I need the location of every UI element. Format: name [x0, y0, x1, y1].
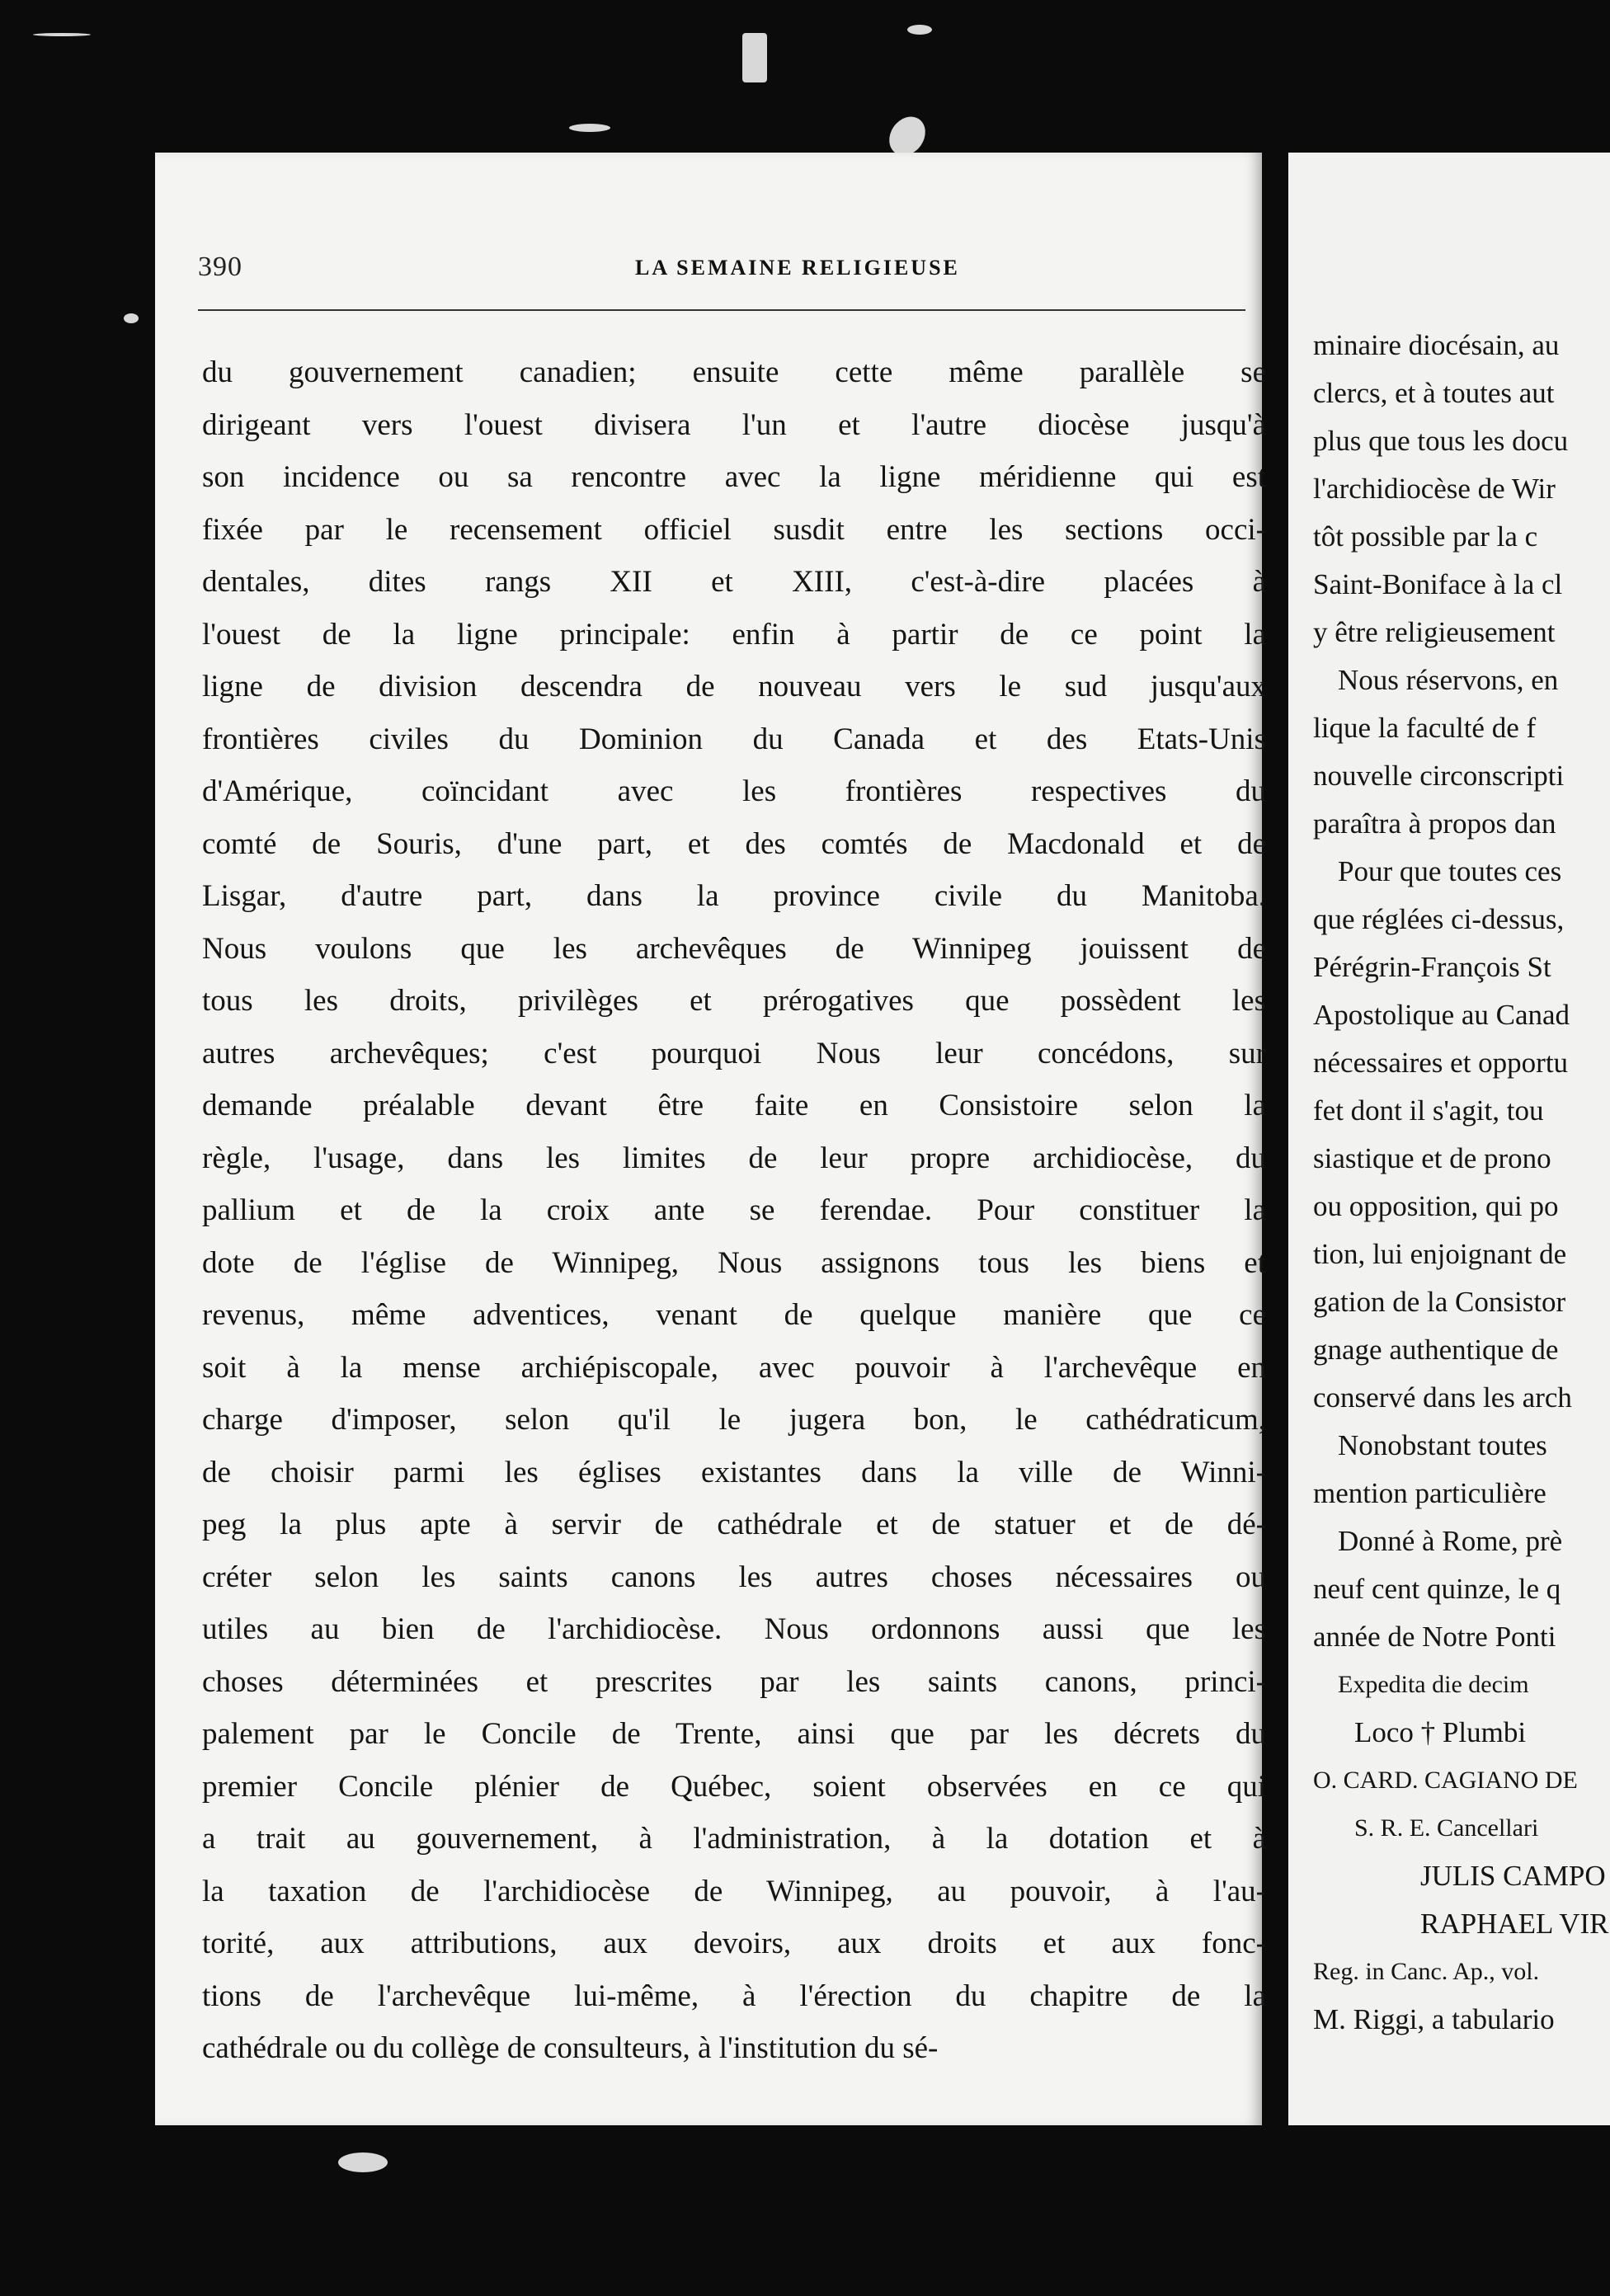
- text-line: RAPHAEL VIR: [1420, 1908, 1609, 1940]
- text-line: gation de la Consistor: [1313, 1286, 1566, 1318]
- text-line: Nous réservons, en: [1338, 664, 1559, 696]
- text-line: son incidence ou sa rencontre avec la ligne méridienne qui est: [202, 460, 1266, 494]
- text-line: Expedita die decim: [1338, 1671, 1529, 1698]
- text-line: fixée par le recensement officiel susdit entre les sections occi-: [202, 512, 1266, 547]
- text-line: neuf cent quinze, le q: [1313, 1573, 1561, 1605]
- text-line: dentales, dites rangs XII et XIII, c'est-à-dire placées à: [202, 565, 1266, 599]
- right-body-text: [1313, 322, 1610, 2044]
- text-line: lique la faculté de f: [1313, 712, 1537, 744]
- text-line: plus que tous les docu: [1313, 425, 1569, 457]
- text-line: choses déterminées et prescrites par les saints canons, princi-: [202, 1664, 1266, 1699]
- film-speck: [124, 313, 139, 323]
- text-line: y être religieusement: [1313, 616, 1556, 648]
- film-speck: [907, 25, 932, 35]
- text-line: charge d'imposer, selon qu'il le jugera bon, le cathédraticum,: [202, 1403, 1266, 1437]
- text-line: Donné à Rome, prè: [1338, 1525, 1563, 1557]
- text-line: minaire diocésain, au: [1313, 329, 1560, 361]
- text-line: revenus, même adventices, venant de quelque manière que ce: [202, 1298, 1266, 1332]
- text-line: soit à la mense archiépiscopale, avec pouvoir à l'archevêque en: [202, 1350, 1266, 1385]
- text-line: Pour que toutes ces: [1338, 855, 1562, 887]
- text-line: tous les droits, privilèges et prérogatives que possèdent les: [202, 984, 1266, 1018]
- text-line: gnage authentique de: [1313, 1334, 1559, 1366]
- text-line: pallium et de la croix ante se ferendae. Pour constituer la: [202, 1193, 1266, 1227]
- text-line: du gouvernement canadien; ensuite cette même parallèle se: [202, 355, 1266, 389]
- text-line: ligne de division descendra de nouveau vers le sud jusqu'aux: [202, 670, 1266, 703]
- text-line: Reg. in Canc. Ap., vol.: [1313, 1958, 1540, 1985]
- text-line: dote de l'église de Winnipeg, Nous assignons tous les biens et: [202, 1245, 1266, 1280]
- text-line: ou opposition, qui po: [1313, 1190, 1559, 1222]
- text-line: comté de Souris, d'une part, et des comtés de Macdonald et de: [202, 826, 1266, 861]
- text-line: premier Concile plénier de Québec, soient observées en ce qui: [202, 1769, 1266, 1804]
- text-line: fet dont il s'agit, tou: [1313, 1094, 1544, 1127]
- text-line: siastique et de prono: [1313, 1142, 1551, 1174]
- text-line: M. Riggi, a tabulario: [1313, 2003, 1555, 2035]
- text-line: demande préalable devant être faite en Consistoire selon la: [202, 1089, 1266, 1122]
- text-line: créter selon les saints canons les autres choses nécessaires ou: [202, 1560, 1266, 1594]
- text-line: d'Amérique, coïncidant avec les frontières respectives du: [202, 774, 1266, 808]
- text-line: année de Notre Ponti: [1313, 1621, 1556, 1653]
- text-line: mention particulière: [1313, 1477, 1546, 1509]
- text-line: tôt possible par la c: [1313, 520, 1538, 553]
- text-line: tions de l'archevêque lui-même, à l'érection du chapitre de la: [202, 1978, 1266, 2013]
- page-number: 390: [198, 252, 242, 282]
- text-line: utiles au bien de l'archidiocèse. Nous ordonnons aussi que les: [202, 1612, 1266, 1646]
- running-title: LA SEMAINE RELIGIEUSE: [635, 256, 960, 280]
- text-line: Nonobstant toutes: [1338, 1429, 1547, 1461]
- text-line: Lisgar, d'autre part, dans la province civile du Manitoba.: [202, 879, 1266, 913]
- text-line: a trait au gouvernement, à l'administration, à la dotation et à: [202, 1822, 1266, 1856]
- text-line: palement par le Concile de Trente, ainsi que par les décrets du: [202, 1717, 1266, 1751]
- text-line: l'archidiocèse de Wir: [1313, 473, 1556, 505]
- text-line: O. CARD. CAGIANO DE: [1313, 1767, 1578, 1794]
- header-rule: [198, 309, 1245, 311]
- film-speck: [742, 33, 767, 82]
- text-line: nécessaires et opportu: [1313, 1047, 1569, 1079]
- text-line: autres archevêques; c'est pourquoi Nous leur concédons, sur: [202, 1036, 1266, 1070]
- film-speck: [33, 33, 91, 36]
- text-line: Saint-Boniface à la cl: [1313, 568, 1563, 600]
- text-line: conservé dans les arch: [1313, 1381, 1572, 1414]
- film-speck: [338, 2152, 388, 2172]
- text-line: S. R. E. Cancellari: [1354, 1814, 1539, 1842]
- text-line: Loco † Plumbi: [1354, 1716, 1527, 1748]
- text-line: Nous voulons que les archevêques de Winnipeg jouissent de: [202, 931, 1266, 966]
- text-line: Apostolique au Canad: [1313, 999, 1570, 1031]
- text-line: torité, aux attributions, aux devoirs, aux droits et aux fonc-: [202, 1927, 1266, 1960]
- text-line: l'ouest de la ligne principale: enfin à partir de ce point la: [202, 617, 1266, 652]
- left-body-text: [202, 346, 1266, 2075]
- film-speck: [569, 124, 610, 132]
- text-line: cathédrale ou du collège de consulteurs, à l'institution du sé-: [202, 2031, 939, 2065]
- text-line: Pérégrin-François St: [1313, 951, 1551, 983]
- text-line: dirigeant vers l'ouest divisera l'un et l'autre diocèse jusqu'à: [202, 407, 1266, 442]
- text-line: que réglées ci-dessus,: [1313, 903, 1565, 935]
- text-line: JULIS CAMPO: [1420, 1860, 1606, 1892]
- text-line: peg la plus apte à servir de cathédrale et de statuer et de dé-: [202, 1508, 1266, 1541]
- text-line: de choisir parmi les églises existantes dans la ville de Winni-: [202, 1455, 1266, 1489]
- text-line: paraîtra à propos dan: [1313, 807, 1556, 840]
- text-line: nouvelle circonscripti: [1313, 760, 1565, 792]
- text-line: règle, l'usage, dans les limites de leur propre archidiocèse, du: [202, 1141, 1266, 1175]
- text-line: frontières civiles du Dominion du Canada et des Etats-Unis: [202, 722, 1266, 756]
- text-line: clercs, et à toutes aut: [1313, 377, 1555, 409]
- text-line: tion, lui enjoignant de: [1313, 1238, 1567, 1270]
- text-line: la taxation de l'archidiocèse de Winnipeg, au pouvoir, à l'au-: [202, 1874, 1266, 1908]
